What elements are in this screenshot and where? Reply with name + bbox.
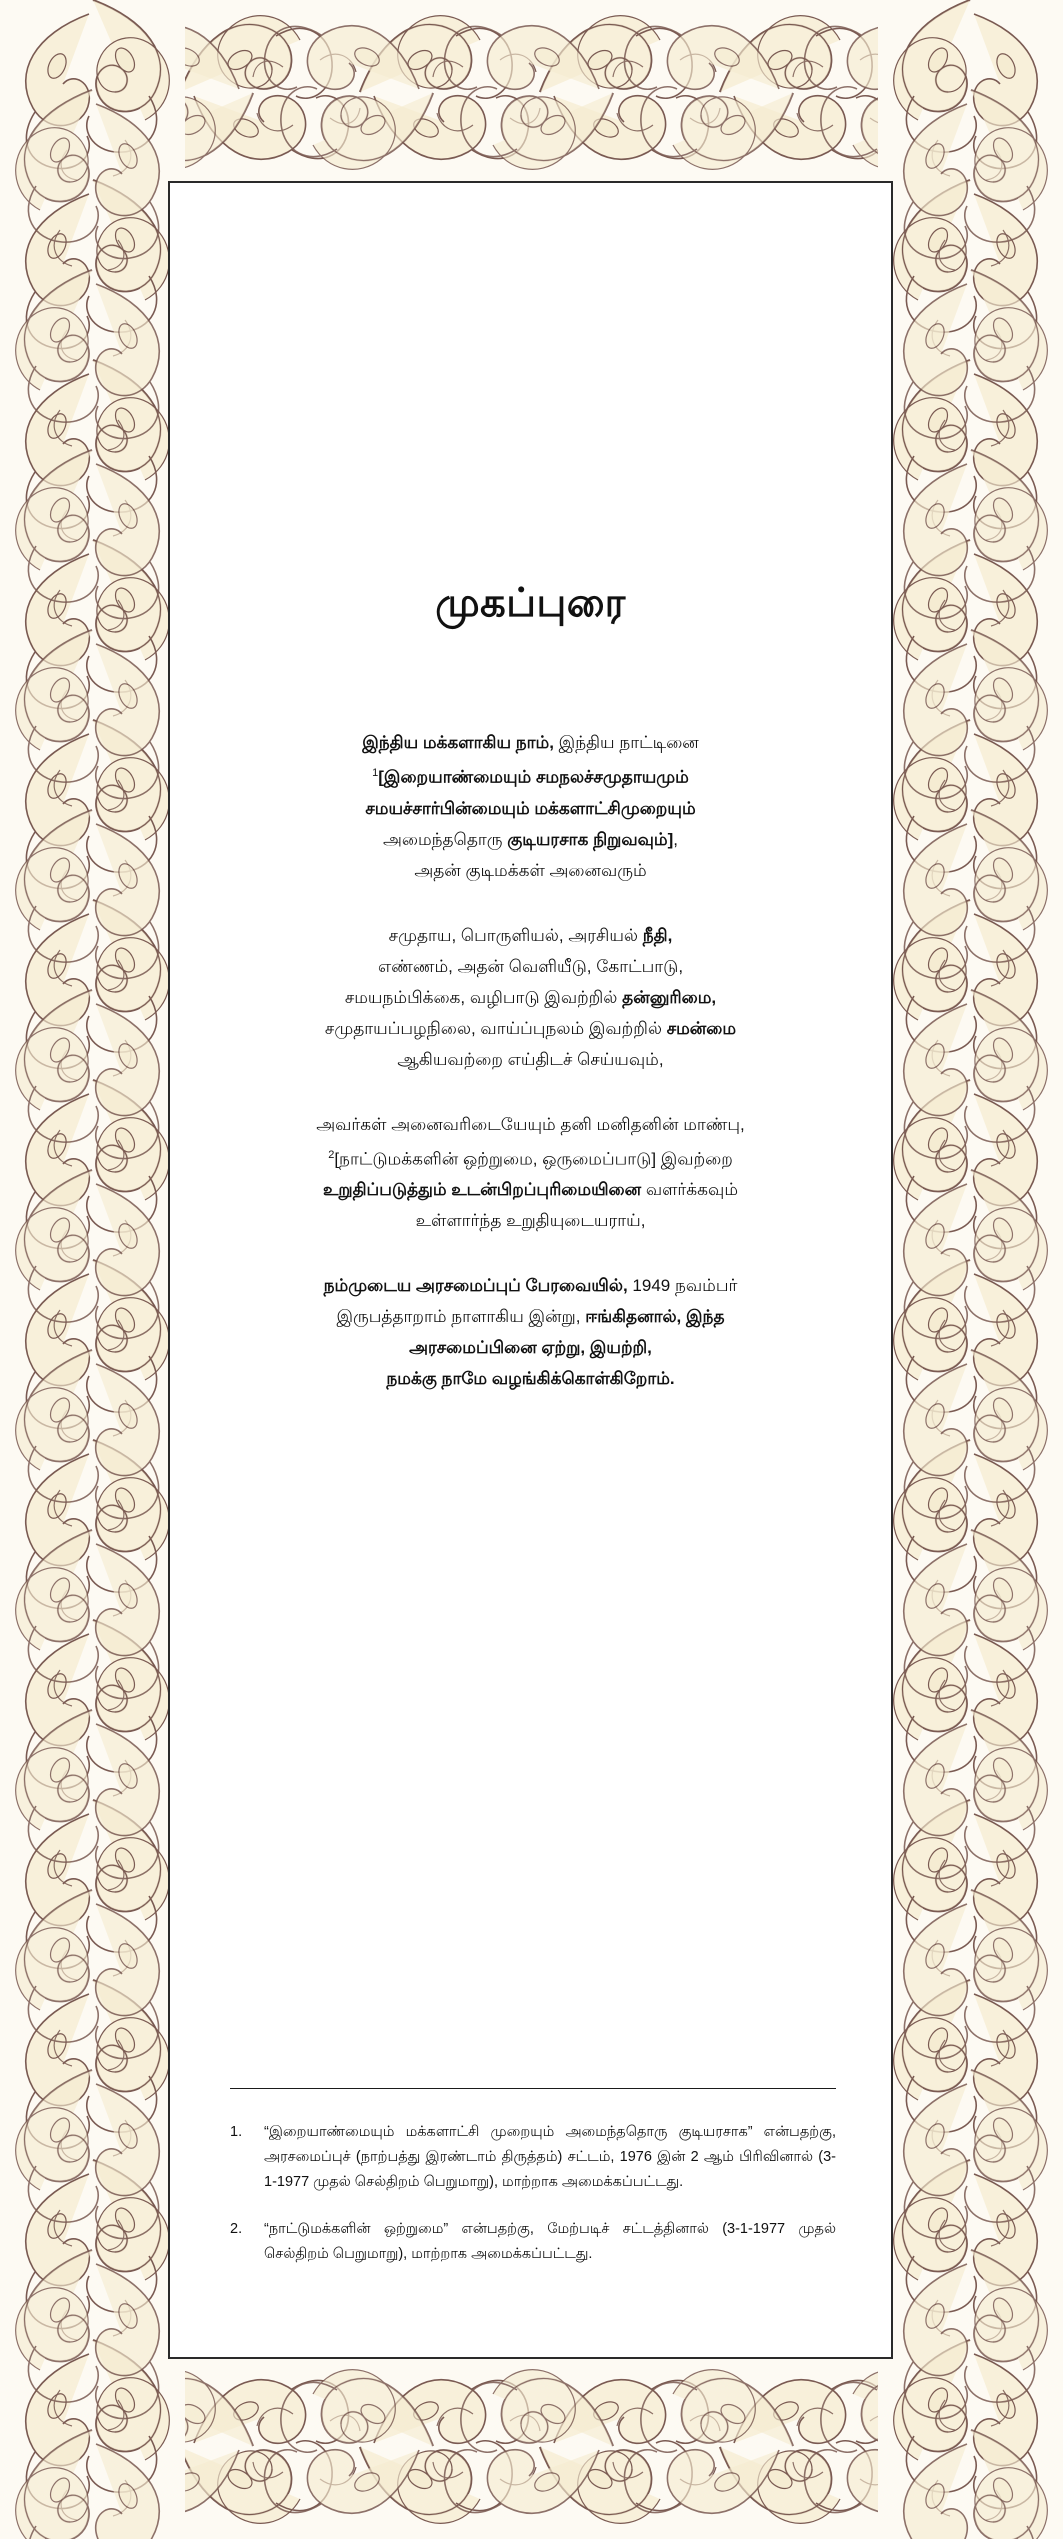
text-run: தன்னுரிமை, [622,987,717,1007]
page-title: முகப்புரை [435,581,626,625]
text-run: அமைந்ததொரு [382,829,508,849]
footnote-text: “நாட்டுமக்களின் ஒற்றுமை” என்பதற்கு, மேற்படிச் சட்டத்தினால் (3-1-1977 முதல் செல்திறம் பெறுமாறு), மாற்றாக அமைக்கப்பட்டது. [264,2221,836,2262]
footnote-marker: 2 [328,1148,335,1161]
text-run: உள்ளார்ந்த உறுதியுடையராய், [415,1211,646,1231]
text-run: சமயநம்பிக்கை, வழிபாடு இவற்றில் [344,987,623,1007]
text-run: நம்முடைய அரசமைப்புப் பேரவையில், [323,1276,628,1296]
footnote-number: 2. [230,2221,243,2237]
text-run: ஆகியவற்றை எய்திடச் செய்யவும், [397,1049,664,1069]
content-panel [168,181,893,2359]
text-run: இந்திய நாட்டினை [553,733,699,752]
text-run: ஈங்கிதனால், இந்த [585,1307,725,1327]
text-run: இருபத்தாறாம் நாளாகிய இன்று, [336,1307,586,1327]
text-run: அவர்கள் அனைவரிடையேயும் தனி மனிதனின் மாண்பு, [316,1114,745,1134]
footnote-item [230,2217,836,2267]
text-run: வளர்க்கவும் [641,1180,739,1200]
text-run: சமுதாயப்பழநிலை, வாய்ப்புநலம் இவற்றில் [324,1018,667,1038]
text-run: குடியரசாக நிறுவவும்] [507,829,674,849]
text-run: நீதி, [642,925,673,945]
text-run: [இறையாண்மையும் சமநலச்சமுதாயமும் [378,767,689,787]
ornamental-border-left [0,0,185,2539]
footnote-item [230,2120,836,2195]
text-run: அரசமைப்பினை ஏற்று, இயற்றி, [409,1338,652,1358]
text-run: [நாட்டுமக்களின் ஒற்றுமை, ஒருமைப்பாடு] [334,1149,657,1169]
preamble-body [230,727,831,1394]
footnote-text: “இறையாண்மையும் மக்களாட்சி முறையும் அமைந்ததொரு குடியரசாக” என்பதற்கு, அரசமைப்புச் (நாற்பத்து இரண்டாம் திருத்தம்) சட்டம், 1976 இன் 2 ஆம் பிரிவினால் (3-1-1977 முதல் செல்திறம் பெறுமாறு), மாற்றாக அமைக்கப்பட்டது. [264,2124,836,2190]
text-run: நமக்கு நாமே வழங்கிக்கொள்கிறோம். [386,1369,675,1389]
preamble-paragraph [230,920,831,1075]
footnote-list [230,2120,836,2267]
preamble-paragraph [230,727,831,886]
text-run: இவற்றை [656,1149,733,1169]
text-run: இந்திய மக்களாகிய நாம், [362,733,554,752]
text-run: அதன் குடிமக்கள் அனைவரும் [414,860,647,880]
text-run: சமுதாய, பொருளியல், அரசியல் [388,925,643,945]
footnote-marker: 1 [372,767,379,779]
text-run: , [673,829,678,849]
text-run: எண்ணம், அதன் வெளியீடு, கோட்பாடு, [377,956,684,976]
preamble-paragraph [230,1270,831,1394]
ornamental-border-top [0,0,1063,185]
text-run: உடன்பிறப்புரிமையினை [451,1180,642,1200]
preamble-paragraph [230,1109,831,1237]
footnote-number: 1. [230,2124,243,2140]
ornamental-border-bottom [0,2354,1063,2539]
ornamental-border-right [878,0,1063,2539]
text-run: சமன்மை [666,1018,737,1038]
text-run: 1949 நவம்பர் [627,1276,738,1296]
text-run: உறுதிப்படுத்தும் [322,1180,452,1200]
preamble-text-block [170,183,891,2357]
footnote-divider [230,2088,836,2089]
text-run: சமயச்சார்பின்மையும் மக்களாட்சிமுறையும் [365,798,696,818]
